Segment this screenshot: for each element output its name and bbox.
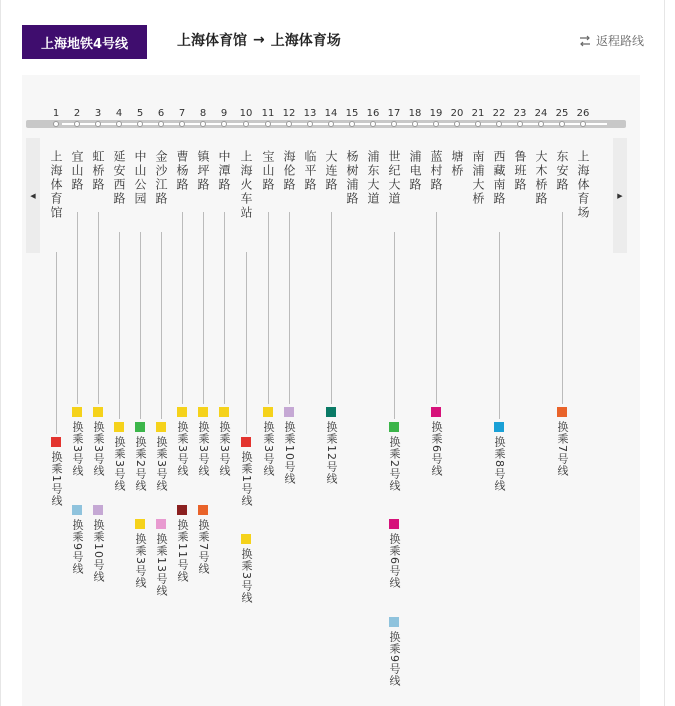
line-color-swatch <box>72 407 82 417</box>
station-column[interactable] <box>193 150 213 192</box>
transfer-label: 换乘6号线 <box>388 533 401 589</box>
station-column[interactable] <box>300 150 320 192</box>
station-name[interactable]: 浦电路 <box>408 150 422 192</box>
transfer-label: 换乘12号线 <box>325 421 338 485</box>
transfer-connector-line <box>436 212 437 404</box>
station-dot[interactable] <box>53 121 59 127</box>
station-number: 8 <box>199 108 207 119</box>
station-column[interactable] <box>258 150 278 192</box>
transfer-label: 换乘10号线 <box>92 519 105 583</box>
station-number: 23 <box>513 108 527 119</box>
station-dot[interactable] <box>433 121 439 127</box>
line-name: 上海地铁4号线 <box>40 36 129 52</box>
transfer-info[interactable] <box>555 407 569 477</box>
transfer-label: 换乘3号线 <box>218 421 231 477</box>
station-dot[interactable] <box>221 121 227 127</box>
station-name[interactable]: 南浦大桥 <box>471 150 485 206</box>
transfer-label: 换乘9号线 <box>388 631 401 687</box>
transfer-connector-line <box>98 212 99 404</box>
station-dot[interactable] <box>95 121 101 127</box>
page-border-left <box>0 0 1 706</box>
station-number: 25 <box>555 108 569 119</box>
transfer-info[interactable] <box>154 519 168 597</box>
station-column[interactable] <box>88 150 108 192</box>
station-column[interactable] <box>510 150 530 192</box>
return-route-label: 返程路线 <box>596 34 645 48</box>
station-name[interactable]: 金沙江路 <box>154 150 168 206</box>
transfer-info[interactable] <box>387 617 401 687</box>
station-dot[interactable] <box>243 121 249 127</box>
station-column[interactable] <box>342 150 362 206</box>
station-column[interactable] <box>151 150 171 206</box>
transfer-connector-line <box>182 212 183 404</box>
station-number: 3 <box>94 108 102 119</box>
line-color-swatch <box>72 505 82 515</box>
station-column[interactable] <box>172 150 192 192</box>
transfer-label: 换乘3号线 <box>113 436 126 492</box>
station-name[interactable]: 塘桥 <box>450 150 464 178</box>
line-color-swatch <box>177 505 187 515</box>
station-name[interactable]: 海伦路 <box>282 150 296 192</box>
station-column[interactable] <box>573 150 593 220</box>
station-number: 17 <box>387 108 401 119</box>
route-from: 上海体育馆 <box>177 33 247 49</box>
station-number: 14 <box>324 108 338 119</box>
line-badge <box>22 25 147 59</box>
transfer-connector-line <box>77 212 78 404</box>
route-arrow-icon: → <box>253 32 265 48</box>
transfer-connector-line <box>268 212 269 404</box>
station-number: 10 <box>239 108 253 119</box>
line-color-swatch <box>389 519 399 529</box>
transfer-info[interactable] <box>492 422 506 492</box>
station-number: 15 <box>345 108 359 119</box>
line-color-swatch <box>51 437 61 447</box>
transfer-connector-line <box>56 252 57 434</box>
station-name[interactable]: 世纪大道 <box>387 150 401 206</box>
station-column[interactable] <box>489 150 509 206</box>
station-dot[interactable] <box>158 121 164 127</box>
transfer-label: 换乘3号线 <box>92 421 105 477</box>
station-column[interactable] <box>363 150 383 206</box>
transfer-label: 换乘6号线 <box>430 421 443 477</box>
transfer-label: 换乘3号线 <box>134 533 147 589</box>
station-name[interactable]: 中山公园 <box>133 150 147 206</box>
transfer-info[interactable] <box>217 407 231 477</box>
transfer-info[interactable] <box>70 505 84 575</box>
transfer-connector-line <box>203 212 204 404</box>
station-number: 24 <box>534 108 548 119</box>
line-color-swatch <box>431 407 441 417</box>
station-dot[interactable] <box>475 121 481 127</box>
line-color-swatch <box>114 422 124 432</box>
transfer-label: 换乘1号线 <box>240 451 253 507</box>
station-dot[interactable] <box>517 121 523 127</box>
transfer-label: 换乘7号线 <box>556 421 569 477</box>
transfer-label: 换乘1号线 <box>50 451 63 507</box>
transfer-info[interactable] <box>282 407 296 485</box>
transfer-info[interactable] <box>239 534 253 604</box>
transfer-info[interactable] <box>196 407 210 477</box>
transfer-label: 换乘3号线 <box>155 436 168 492</box>
transfer-connector-line <box>224 212 225 404</box>
transfer-info[interactable] <box>175 407 189 477</box>
station-dot[interactable] <box>538 121 544 127</box>
line-color-swatch <box>241 437 251 447</box>
station-dot[interactable] <box>74 121 80 127</box>
transfer-info[interactable] <box>261 407 275 477</box>
transfer-label: 换乘10号线 <box>283 421 296 485</box>
transfer-label: 换乘2号线 <box>134 436 147 492</box>
line-color-swatch <box>494 422 504 432</box>
swap-arrows-icon <box>578 35 592 47</box>
transfer-info[interactable] <box>133 422 147 492</box>
station-name[interactable]: 临平路 <box>303 150 317 192</box>
transfer-connector-line <box>562 212 563 404</box>
line-color-swatch <box>135 519 145 529</box>
station-column[interactable] <box>531 150 551 206</box>
station-number: 2 <box>73 108 81 119</box>
station-dot[interactable] <box>580 121 586 127</box>
transfer-connector-line <box>331 212 332 404</box>
station-name[interactable]: 上海体育场 <box>576 150 590 220</box>
transfer-connector-line <box>140 232 141 419</box>
station-dot[interactable] <box>370 121 376 127</box>
station-dot[interactable] <box>559 121 565 127</box>
line-color-swatch <box>156 519 166 529</box>
transfer-connector-line <box>499 232 500 419</box>
station-column[interactable] <box>552 150 572 192</box>
station-name[interactable]: 浦东大道 <box>366 150 380 206</box>
line-color-swatch <box>389 617 399 627</box>
station-column[interactable] <box>130 150 150 206</box>
station-column[interactable] <box>321 150 341 192</box>
station-name[interactable]: 虹桥路 <box>91 150 105 192</box>
station-name[interactable]: 大连路 <box>324 150 338 192</box>
transfer-info[interactable] <box>49 437 63 507</box>
transfer-info[interactable] <box>175 505 189 583</box>
transfer-connector-line <box>289 212 290 404</box>
line-color-swatch <box>557 407 567 417</box>
station-column[interactable] <box>468 150 488 206</box>
line-color-swatch <box>284 407 294 417</box>
line-color-swatch <box>135 422 145 432</box>
transfer-info[interactable] <box>324 407 338 485</box>
transfer-label: 换乘3号线 <box>262 421 275 477</box>
station-name[interactable]: 延安西路 <box>112 150 126 206</box>
station-column[interactable] <box>67 150 87 192</box>
station-dot[interactable] <box>307 121 313 127</box>
station-number: 1 <box>52 108 60 119</box>
route-track-line <box>62 123 607 125</box>
line-color-swatch <box>177 407 187 417</box>
station-number: 7 <box>178 108 186 119</box>
transfer-connector-line <box>246 252 247 434</box>
transfer-info[interactable] <box>429 407 443 477</box>
station-name[interactable]: 杨树浦路 <box>345 150 359 206</box>
station-column[interactable] <box>279 150 299 192</box>
transfer-label: 换乘9号线 <box>71 519 84 575</box>
station-dot[interactable] <box>328 121 334 127</box>
station-column[interactable] <box>384 150 404 206</box>
station-name[interactable]: 大木桥路 <box>534 150 548 206</box>
transfer-info[interactable] <box>133 519 147 589</box>
station-name[interactable]: 宜山路 <box>70 150 84 192</box>
station-column[interactable] <box>426 150 446 192</box>
line-color-swatch <box>263 407 273 417</box>
transfer-connector-line <box>161 232 162 419</box>
station-dot[interactable] <box>116 121 122 127</box>
transfer-label: 换乘3号线 <box>240 548 253 604</box>
station-number: 18 <box>408 108 422 119</box>
station-column[interactable] <box>46 150 66 220</box>
transfer-info[interactable] <box>154 422 168 492</box>
station-name[interactable]: 东安路 <box>555 150 569 192</box>
station-dot[interactable] <box>349 121 355 127</box>
line-color-swatch <box>219 407 229 417</box>
station-number: 4 <box>115 108 123 119</box>
station-name[interactable]: 镇坪路 <box>196 150 210 192</box>
station-column[interactable] <box>405 150 425 192</box>
transfer-info[interactable] <box>387 422 401 492</box>
transfer-info[interactable] <box>70 407 84 477</box>
station-number: 22 <box>492 108 506 119</box>
transfer-info[interactable] <box>112 422 126 492</box>
station-name[interactable]: 宝山路 <box>261 150 275 192</box>
transfer-label: 换乘8号线 <box>493 436 506 492</box>
station-name[interactable]: 曹杨路 <box>175 150 189 192</box>
station-number: 11 <box>261 108 275 119</box>
station-number: 6 <box>157 108 165 119</box>
transfer-label: 换乘3号线 <box>71 421 84 477</box>
scroll-left-button[interactable] <box>26 138 40 253</box>
station-dot[interactable] <box>391 121 397 127</box>
station-column[interactable] <box>109 150 129 206</box>
station-number: 19 <box>429 108 443 119</box>
station-dot[interactable] <box>137 121 143 127</box>
transfer-label: 换乘2号线 <box>388 436 401 492</box>
station-number: 20 <box>450 108 464 119</box>
station-number: 5 <box>136 108 144 119</box>
station-column[interactable] <box>214 150 234 192</box>
station-number: 9 <box>220 108 228 119</box>
return-route-button[interactable] <box>578 32 644 49</box>
transfer-info[interactable] <box>387 519 401 589</box>
station-number: 26 <box>576 108 590 119</box>
line-color-swatch <box>156 422 166 432</box>
transfer-label: 换乘3号线 <box>197 421 210 477</box>
station-name[interactable]: 西藏南路 <box>492 150 506 206</box>
line-color-swatch <box>93 407 103 417</box>
station-column[interactable] <box>447 150 467 178</box>
station-name[interactable]: 蓝村路 <box>429 150 443 192</box>
station-dot[interactable] <box>496 121 502 127</box>
station-dot[interactable] <box>454 121 460 127</box>
line-color-swatch <box>389 422 399 432</box>
transfer-label: 换乘3号线 <box>176 421 189 477</box>
transfer-info[interactable] <box>91 505 105 583</box>
page-border-right <box>664 0 665 706</box>
transfer-info[interactable] <box>239 437 253 507</box>
station-name[interactable]: 中潭路 <box>217 150 231 192</box>
station-dot[interactable] <box>286 121 292 127</box>
transfer-connector-line <box>119 232 120 419</box>
station-number: 12 <box>282 108 296 119</box>
station-number: 13 <box>303 108 317 119</box>
scroll-right-button[interactable] <box>613 138 627 253</box>
transfer-label: 换乘13号线 <box>155 533 168 597</box>
station-name[interactable]: 上海火车站 <box>239 150 253 220</box>
station-dot[interactable] <box>265 121 271 127</box>
line-color-swatch <box>326 407 336 417</box>
station-column[interactable] <box>236 150 256 220</box>
line-color-swatch <box>198 505 208 515</box>
caret-left-icon: ◀ <box>30 191 36 200</box>
caret-right-icon: ▶ <box>617 191 623 200</box>
line-color-swatch <box>198 407 208 417</box>
transfer-info[interactable] <box>196 505 210 575</box>
transfer-connector-line <box>394 232 395 419</box>
station-number: 16 <box>366 108 380 119</box>
station-number: 21 <box>471 108 485 119</box>
station-name[interactable]: 鲁班路 <box>513 150 527 192</box>
route-title <box>177 30 341 50</box>
station-dot[interactable] <box>179 121 185 127</box>
line-color-swatch <box>241 534 251 544</box>
transfer-label: 换乘11号线 <box>176 519 189 583</box>
transfer-info[interactable] <box>91 407 105 477</box>
station-dot[interactable] <box>200 121 206 127</box>
line-color-swatch <box>93 505 103 515</box>
transfer-label: 换乘7号线 <box>197 519 210 575</box>
route-to: 上海体育场 <box>270 33 341 49</box>
station-name[interactable]: 上海体育馆 <box>49 150 63 220</box>
station-dot[interactable] <box>412 121 418 127</box>
